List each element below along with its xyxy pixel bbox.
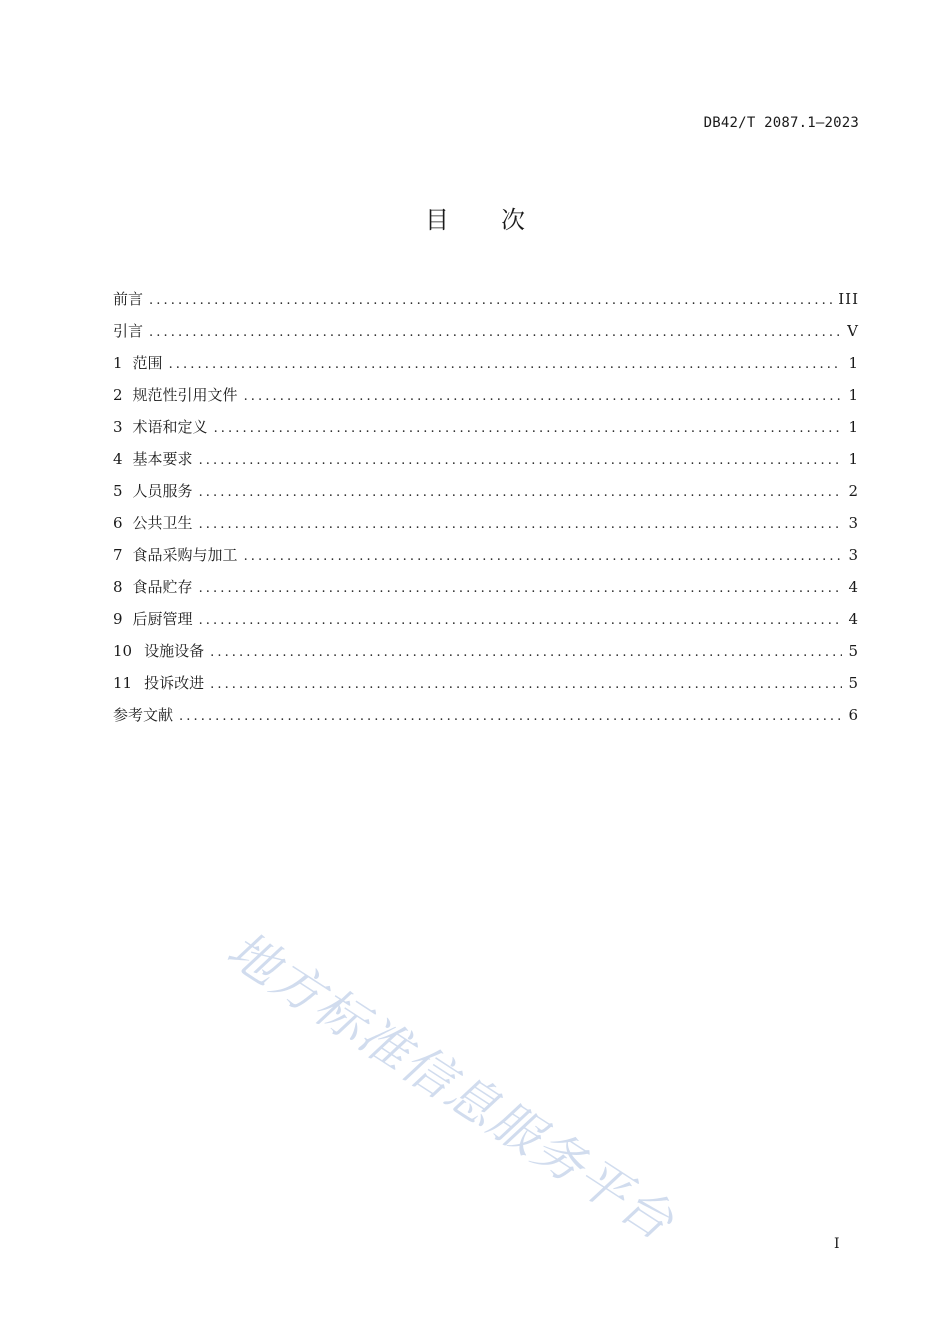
toc-entry-page: 3 xyxy=(848,546,859,564)
toc-entry-label: 设施设备 xyxy=(144,642,205,660)
toc-entry-page: V xyxy=(847,322,859,340)
toc-entry-7[interactable] xyxy=(113,544,859,576)
toc-entry-number: 2 xyxy=(113,386,123,404)
toc-entry-9[interactable] xyxy=(113,608,859,640)
toc-entry-8[interactable] xyxy=(113,576,859,608)
toc-entry-number: 6 xyxy=(113,514,123,532)
toc-entry-page: 3 xyxy=(848,514,859,532)
toc-entry-foreword[interactable] xyxy=(113,288,859,320)
toc-dot-leader xyxy=(199,610,843,632)
toc-entry-label: 投诉改进 xyxy=(144,674,205,692)
toc-entry-label: 引言 xyxy=(113,322,144,340)
toc-entry-label: 食品贮存 xyxy=(132,578,193,596)
toc-entry-11[interactable] xyxy=(113,672,859,704)
toc-dot-leader xyxy=(149,322,841,344)
toc-dot-leader xyxy=(149,290,832,312)
toc-entry-number: 4 xyxy=(113,450,123,468)
toc-entry-number: 8 xyxy=(113,578,123,596)
toc-title-char-1: 目 xyxy=(425,206,449,234)
toc-dot-leader xyxy=(179,706,842,728)
toc-title-char-2: 次 xyxy=(501,206,525,234)
toc-entry-page: III xyxy=(838,290,859,308)
toc-entry-number: 1 xyxy=(113,354,123,372)
toc-entry-label: 后厨管理 xyxy=(132,610,193,628)
toc-entry-page: 5 xyxy=(848,642,859,660)
toc-entry-label: 前言 xyxy=(113,290,144,308)
toc-entry-5[interactable] xyxy=(113,480,859,512)
toc-dot-leader xyxy=(199,450,843,472)
toc-entry-6[interactable] xyxy=(113,512,859,544)
toc-entry-page: 4 xyxy=(848,610,859,628)
toc-dot-leader xyxy=(210,674,842,696)
toc-entry-label: 术语和定义 xyxy=(132,418,208,436)
toc-entry-number: 11 xyxy=(113,674,133,692)
toc-dot-leader xyxy=(199,514,843,536)
toc-entry-page: 5 xyxy=(848,674,859,692)
toc-dot-leader xyxy=(244,386,843,408)
toc-dot-leader xyxy=(199,482,843,504)
toc-entry-page: 6 xyxy=(848,706,859,724)
toc-entry-label: 公共卫生 xyxy=(132,514,193,532)
toc-dot-leader xyxy=(199,578,843,600)
toc-entry-page: 1 xyxy=(848,354,859,372)
toc-dot-leader xyxy=(214,418,843,440)
toc-entry-label: 参考文献 xyxy=(113,706,174,724)
toc-entry-page: 1 xyxy=(848,418,859,436)
toc-entry-page: 1 xyxy=(848,450,859,468)
toc-entry-10[interactable] xyxy=(113,640,859,672)
toc-dot-leader xyxy=(244,546,843,568)
toc-entry-1[interactable] xyxy=(113,352,859,384)
toc-entry-label: 食品采购与加工 xyxy=(132,546,238,564)
toc-entry-introduction[interactable] xyxy=(113,320,859,352)
toc-entry-page: 2 xyxy=(848,482,859,500)
toc-dot-leader xyxy=(169,354,843,376)
toc-entry-label: 规范性引用文件 xyxy=(132,386,238,404)
toc-entry-4[interactable] xyxy=(113,448,859,480)
toc-list xyxy=(113,288,859,736)
watermark: 地方标准信息服务平台 xyxy=(217,920,685,1252)
page-number: I xyxy=(834,1236,840,1252)
toc-entry-3[interactable] xyxy=(113,416,859,448)
toc-dot-leader xyxy=(210,642,842,664)
toc-entry-number: 9 xyxy=(113,610,123,628)
toc-entry-page: 4 xyxy=(848,578,859,596)
toc-title xyxy=(0,200,950,235)
toc-entry-2[interactable] xyxy=(113,384,859,416)
toc-entry-label: 人员服务 xyxy=(132,482,193,500)
toc-entry-number: 5 xyxy=(113,482,123,500)
document-code: DB42/T 2087.1—2023 xyxy=(703,115,859,131)
toc-entry-references[interactable] xyxy=(113,704,859,736)
toc-entry-page: 1 xyxy=(848,386,859,404)
toc-entry-number: 10 xyxy=(113,642,133,660)
toc-entry-number: 3 xyxy=(113,418,123,436)
toc-entry-number: 7 xyxy=(113,546,123,564)
toc-entry-label: 基本要求 xyxy=(132,450,193,468)
toc-entry-label: 范围 xyxy=(132,354,163,372)
